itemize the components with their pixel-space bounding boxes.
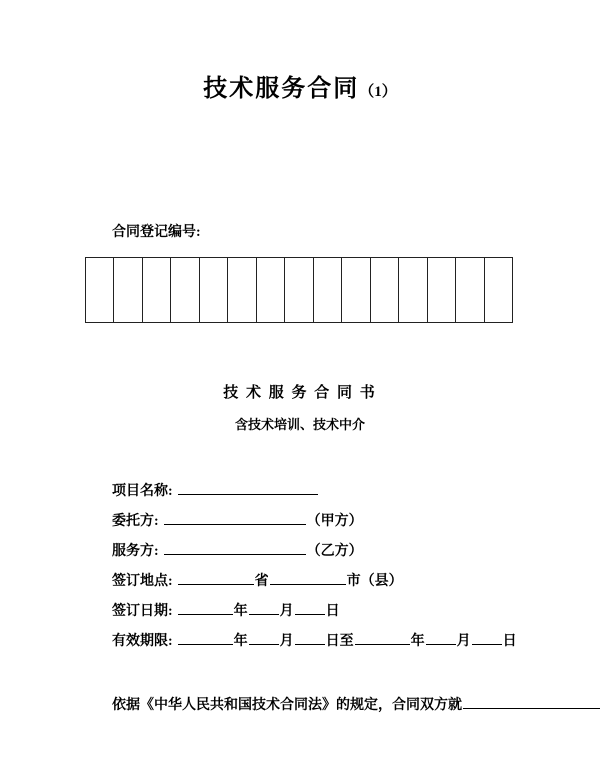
- registration-box: [399, 258, 427, 322]
- validity-end-year-blank: [355, 629, 410, 645]
- form-line-project-name: [112, 477, 600, 507]
- project-name-label: 项目名称:: [112, 484, 173, 499]
- footer-clause: [112, 693, 600, 717]
- registration-box: [456, 258, 484, 322]
- validity-end-month-label: 月: [456, 634, 471, 649]
- signing-month-label: 月: [279, 604, 294, 619]
- registration-box: [200, 258, 228, 322]
- project-name-blank: [178, 479, 318, 495]
- signing-place-label: 签订地点:: [112, 574, 173, 589]
- contract-form: [112, 477, 600, 657]
- form-line-client: [112, 507, 600, 537]
- validity-label: 有效期限:: [112, 634, 173, 649]
- footer-clause-text: 依据《中华人民共和国技术合同法》的规定，合同双方就: [112, 698, 462, 713]
- provider-name-blank: [164, 539, 306, 555]
- client-party-suffix: （甲方）: [306, 514, 363, 529]
- registration-box: [143, 258, 171, 322]
- validity-start-year-label: 年: [233, 634, 248, 649]
- validity-start-day-blank: [295, 629, 325, 645]
- registration-box: [314, 258, 342, 322]
- form-line-provider: [112, 537, 600, 567]
- registration-box: [114, 258, 142, 322]
- validity-end-day-label: 日: [502, 634, 517, 649]
- form-line-signing-date: [112, 597, 600, 627]
- registration-box: [428, 258, 456, 322]
- city-blank: [270, 569, 346, 585]
- registration-box: [171, 258, 199, 322]
- registration-box: [228, 258, 256, 322]
- validity-day-to-label: 日至: [325, 634, 354, 649]
- contract-subheading: 含技术培训、技术中介: [234, 417, 365, 432]
- validity-end-day-blank: [472, 629, 502, 645]
- form-line-signing-place: [112, 567, 600, 597]
- validity-start-year-blank: [178, 629, 233, 645]
- registration-box: [86, 258, 114, 322]
- province-label: 省: [254, 574, 269, 589]
- document-title-text: 技术服务合同: [203, 76, 360, 102]
- registration-box: [371, 258, 399, 322]
- signing-day-label: 日: [325, 604, 340, 619]
- registration-grid: [85, 257, 513, 323]
- validity-end-year-label: 年: [410, 634, 425, 649]
- validity-start-month-label: 月: [279, 634, 294, 649]
- registration-number-label: 合同登记编号:: [112, 225, 201, 240]
- signing-date-label: 签订日期:: [112, 604, 173, 619]
- validity-start-month-blank: [249, 629, 279, 645]
- signing-month-blank: [249, 599, 279, 615]
- client-name-blank: [164, 509, 306, 525]
- signing-year-blank: [178, 599, 233, 615]
- registration-box: [257, 258, 285, 322]
- document-title-number: （1）: [359, 84, 397, 100]
- city-county-label: 市（县）: [346, 574, 403, 589]
- registration-box: [285, 258, 313, 322]
- document-title: [0, 0, 600, 103]
- province-blank: [178, 569, 254, 585]
- signing-year-label: 年: [233, 604, 248, 619]
- provider-label: 服务方:: [112, 544, 159, 559]
- provider-party-suffix: （乙方）: [306, 544, 363, 559]
- client-label: 委托方:: [112, 514, 159, 529]
- footer-clause-blank: [463, 693, 600, 709]
- signing-day-blank: [295, 599, 325, 615]
- contract-heading: 技 术 服 务 合 同 书: [223, 385, 377, 401]
- registration-box: [342, 258, 370, 322]
- form-line-validity: [112, 627, 600, 657]
- validity-end-month-blank: [426, 629, 456, 645]
- registration-box: [485, 258, 512, 322]
